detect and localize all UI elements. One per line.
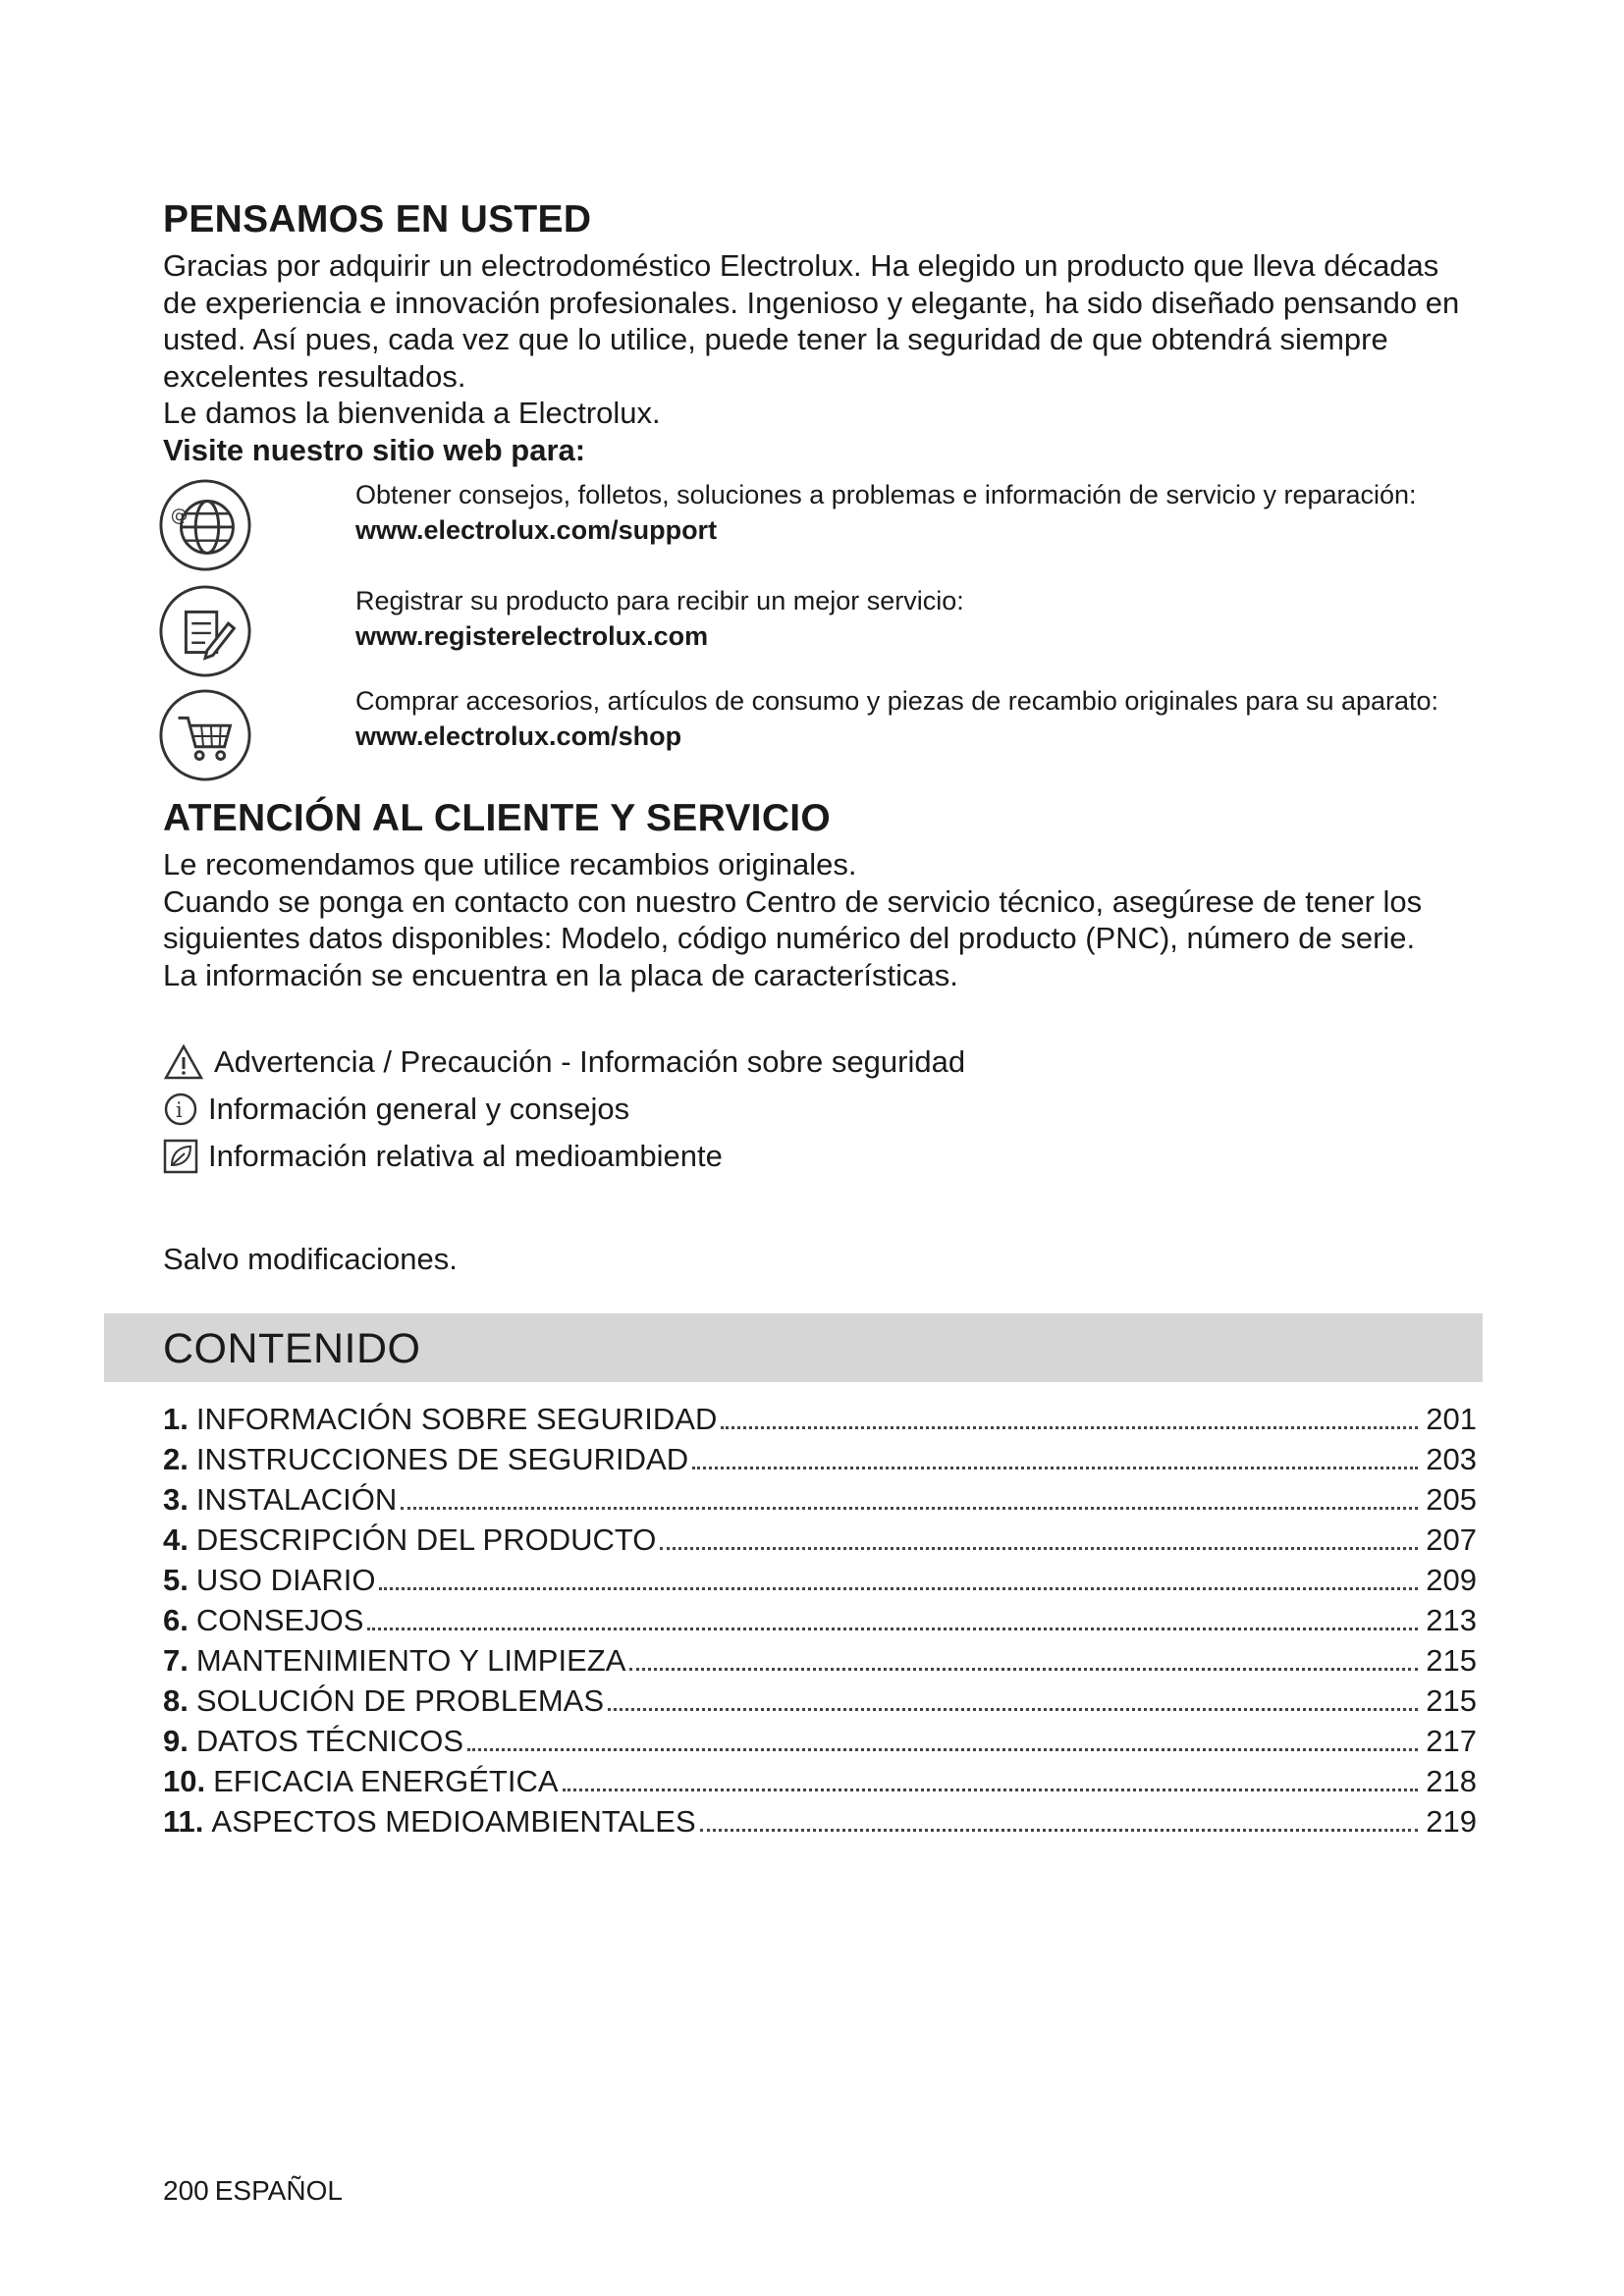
toc-leader bbox=[700, 1829, 1418, 1832]
toc-leader bbox=[563, 1789, 1418, 1791]
toc-label: EFICACIA ENERGÉTICA bbox=[213, 1764, 559, 1798]
toc-number: 1. bbox=[163, 1402, 189, 1436]
toc-label: MANTENIMIENTO Y LIMPIEZA bbox=[195, 1643, 626, 1678]
legend-text: Información general y consejos bbox=[208, 1092, 630, 1126]
web-link-support bbox=[157, 477, 1492, 585]
toc-label: ASPECTOS MEDIOAMBIENTALES bbox=[211, 1804, 696, 1839]
toc-page: 219 bbox=[1426, 1804, 1477, 1839]
toc-item[interactable] bbox=[163, 1643, 1477, 1683]
toc-page: 201 bbox=[1426, 1402, 1477, 1436]
toc-number: 6. bbox=[163, 1603, 189, 1637]
toc-label: USO DIARIO bbox=[195, 1563, 376, 1597]
service-paragraph: Cuando se ponga en contacto con nuestro Centro de servicio técnico, asegúrese de tener los siguientes datos disponibles: Modelo, código numérico del producto (PNC), número de serie. bbox=[163, 883, 1423, 955]
toc-page: 218 bbox=[1426, 1764, 1477, 1798]
toc-leader bbox=[367, 1628, 1418, 1630]
toc-item[interactable] bbox=[163, 1724, 1477, 1764]
legend-warning bbox=[163, 1039, 965, 1086]
toc-leader bbox=[721, 1426, 1418, 1429]
toc-page: 215 bbox=[1426, 1683, 1477, 1718]
warning-icon bbox=[163, 1043, 204, 1081]
toc-leader bbox=[608, 1708, 1418, 1711]
toc-leader bbox=[401, 1507, 1418, 1510]
service-paragraph: Le recomendamos que utilice recambios originales. bbox=[163, 847, 857, 881]
toc-item[interactable] bbox=[163, 1683, 1477, 1724]
svg-text:@: @ bbox=[170, 507, 189, 527]
toc-label: DATOS TÉCNICOS bbox=[195, 1724, 464, 1758]
intro-paragraph: Gracias por adquirir un electrodoméstico Electrolux. Ha elegido un producto que lleva décadas de experiencia e innovación profesionales. Ingenioso y elegante, ha sido diseñado pensando en usted. Así pues, cada vez que lo utilice, puede tener la seguridad de que obtendrá siempre excelentes resultados. bbox=[163, 248, 1460, 394]
toc-page: 209 bbox=[1426, 1563, 1477, 1597]
toc-header bbox=[104, 1313, 1483, 1382]
service-text bbox=[163, 846, 1479, 993]
page-number: 200 bbox=[163, 2175, 209, 2206]
page-footer bbox=[163, 2175, 343, 2207]
toc-label: DESCRIPCIÓN DEL PRODUCTO bbox=[195, 1522, 657, 1557]
toc-label: INSTALACIÓN bbox=[195, 1482, 398, 1517]
toc-label: INFORMACIÓN SOBRE SEGURIDAD bbox=[195, 1402, 718, 1436]
toc-leader bbox=[379, 1587, 1418, 1590]
toc-number: 11. bbox=[163, 1804, 204, 1839]
register-icon bbox=[157, 583, 253, 679]
toc-item[interactable] bbox=[163, 1482, 1477, 1522]
legend-text: Advertencia / Precaución - Información sobre seguridad bbox=[214, 1044, 966, 1079]
web-link-register bbox=[157, 583, 1492, 691]
intro-welcome: Le damos la bienvenida a Electrolux. bbox=[163, 396, 661, 430]
legend-environment bbox=[163, 1133, 965, 1180]
environment-icon bbox=[163, 1139, 198, 1174]
intro-title: PENSAMOS EN USTED bbox=[163, 198, 592, 240]
toc-page: 203 bbox=[1426, 1442, 1477, 1476]
modification-note: Salvo modificaciones. bbox=[163, 1242, 458, 1276]
toc-page: 217 bbox=[1426, 1724, 1477, 1758]
shop-link[interactable]: www.electrolux.com/shop bbox=[355, 721, 682, 751]
toc-number: 4. bbox=[163, 1522, 189, 1557]
toc-number: 10. bbox=[163, 1764, 206, 1798]
toc-label: SOLUCIÓN DE PROBLEMAS bbox=[195, 1683, 605, 1718]
toc-page: 205 bbox=[1426, 1482, 1477, 1517]
footer-language: ESPAÑOL bbox=[214, 2175, 343, 2206]
support-link[interactable]: www.electrolux.com/support bbox=[355, 515, 718, 545]
toc-number: 2. bbox=[163, 1442, 189, 1476]
toc-label: INSTRUCCIONES DE SEGURIDAD bbox=[195, 1442, 689, 1476]
web-link-shop bbox=[157, 687, 1492, 795]
shop-cart-icon bbox=[157, 687, 253, 783]
toc-leader bbox=[467, 1748, 1418, 1751]
toc-number: 3. bbox=[163, 1482, 189, 1517]
toc-label: CONSEJOS bbox=[195, 1603, 364, 1637]
toc-leader bbox=[660, 1547, 1418, 1550]
toc-number: 8. bbox=[163, 1683, 189, 1718]
web-link-text: Registrar su producto para recibir un mejor servicio: bbox=[355, 586, 964, 615]
symbol-legend bbox=[163, 1039, 965, 1180]
service-title: ATENCIÓN AL CLIENTE Y SERVICIO bbox=[163, 797, 832, 839]
toc-item[interactable] bbox=[163, 1402, 1477, 1442]
toc-page: 213 bbox=[1426, 1603, 1477, 1637]
toc-number: 5. bbox=[163, 1563, 189, 1597]
service-paragraph: La información se encuentra en la placa de características. bbox=[163, 957, 958, 992]
toc-item[interactable] bbox=[163, 1603, 1477, 1643]
toc-page: 215 bbox=[1426, 1643, 1477, 1678]
web-link-text: Obtener consejos, folletos, soluciones a problemas e información de servicio y reparación: bbox=[355, 480, 1417, 509]
legend-text: Información relativa al medioambiente bbox=[208, 1139, 723, 1173]
table-of-contents bbox=[163, 1402, 1477, 1844]
toc-number: 7. bbox=[163, 1643, 189, 1678]
visit-label: Visite nuestro sitio web para: bbox=[163, 432, 586, 467]
web-link-text: Comprar accesorios, artículos de consumo y piezas de recambio originales para su aparato: bbox=[355, 686, 1439, 716]
toc-number: 9. bbox=[163, 1724, 189, 1758]
toc-item[interactable] bbox=[163, 1563, 1477, 1603]
intro-text bbox=[163, 247, 1479, 468]
toc-item[interactable] bbox=[163, 1764, 1477, 1804]
info-icon bbox=[163, 1092, 198, 1127]
toc-title: CONTENIDO bbox=[163, 1325, 421, 1372]
toc-item[interactable] bbox=[163, 1804, 1477, 1844]
register-link[interactable]: www.registerelectrolux.com bbox=[355, 621, 709, 651]
toc-leader bbox=[629, 1668, 1418, 1671]
toc-item[interactable] bbox=[163, 1442, 1477, 1482]
svg-text:i: i bbox=[176, 1098, 183, 1122]
globe-icon bbox=[157, 477, 253, 573]
toc-item[interactable] bbox=[163, 1522, 1477, 1563]
legend-info bbox=[163, 1086, 965, 1133]
toc-page: 207 bbox=[1426, 1522, 1477, 1557]
toc-leader bbox=[692, 1467, 1418, 1469]
